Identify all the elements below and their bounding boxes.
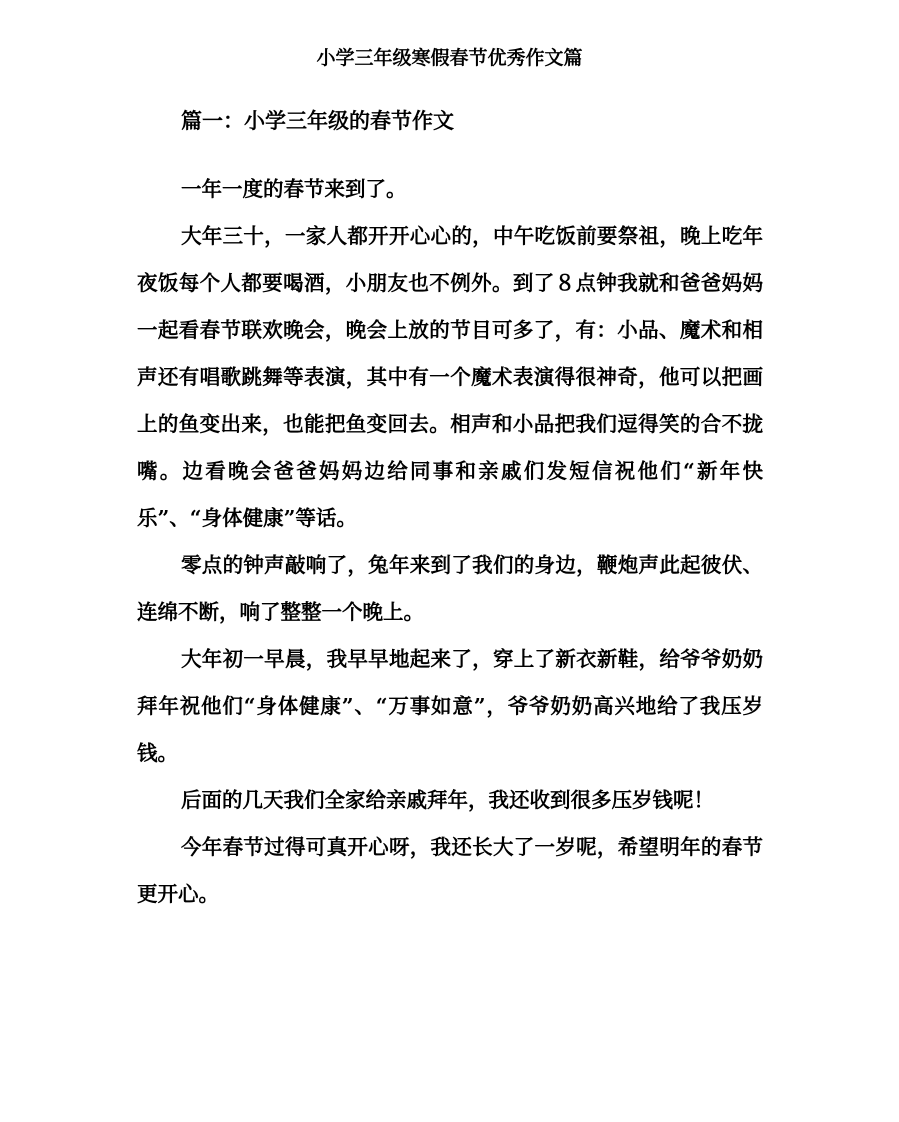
document-title: 小学三年级寒假春节优秀作文篇 [316, 47, 583, 69]
paragraph: 今年春节过得可真开心呀，我还长大了一岁呢，希望明年的春节更开心。 [137, 835, 763, 906]
paragraph: 零点的钟声敲响了，兔年来到了我们的身边，鞭炮声此起彼伏、连绵不断，响了整整一个晚上。 [137, 553, 763, 624]
section-heading: 篇一：小学三年级的春节作文 [181, 108, 454, 133]
paragraph: 一年一度的春节来到了。 [181, 177, 407, 201]
article-body [137, 166, 763, 918]
paragraph: 大年三十，一家人都开开心心的，中午吃饭前要祭祖，晚上吃年夜饭每个人都要喝酒，小朋友也不例外。到了８点钟我就和爸爸妈妈一起看春节联欢晚会，晚会上放的节目可多了，有：小品、魔术和相声还有唱歌跳舞等表演，其中有一个魔术表演得很神奇，他可以把画上的鱼变出来，也能把鱼变回去。相声和小品把我们逗得笑的合不拢嘴。边看晚会爸爸妈妈边给同事和亲戚们发短信祝他们“新年快乐”、“身体健康”等话。 [137, 224, 763, 530]
paragraph: 后面的几天我们全家给亲戚拜年，我还收到很多压岁钱呢！ [181, 788, 714, 812]
paragraph: 大年初一早晨，我早早地起来了，穿上了新衣新鞋，给爷爷奶奶拜年祝他们“身体健康”、“万事如意”，爷爷奶奶高兴地给了我压岁钱。 [137, 647, 763, 765]
